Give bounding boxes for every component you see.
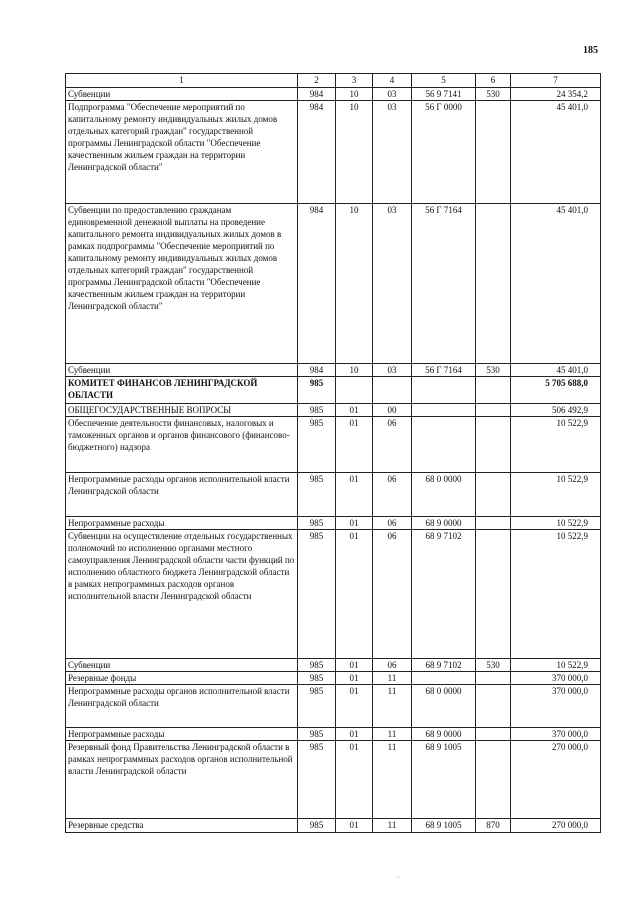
table-row [66,417,601,473]
cell-target-item: 68 9 0000 [412,728,476,741]
cell-section: 01 [336,672,373,685]
cell-amount: 270 000,0 [511,819,601,833]
table-row [66,672,601,685]
cell-subsection: 03 [373,204,412,364]
row-description: Субвенции [66,364,298,377]
cell-ministry-code: 984 [298,101,336,204]
table-header-row [66,74,601,88]
cell-target-item: 56 Г 7164 [412,364,476,377]
cell-subsection: 06 [373,473,412,517]
cell-amount: 45 401,0 [511,364,601,377]
cell-target-item [412,377,476,404]
cell-section: 10 [336,204,373,364]
column-header: 6 [476,74,511,88]
row-description: Непрограммные расходы органов исполнительной власти Ленинградской области [66,473,298,517]
cell-section: 01 [336,728,373,741]
row-description: Непрограммные расходы [66,517,298,530]
cell-subsection [373,377,412,404]
row-description: Резервные средства [66,819,298,833]
table-row [66,377,601,404]
cell-ministry-code: 985 [298,672,336,685]
cell-subsection: 11 [373,819,412,833]
scan-artifact-bottom: · [397,873,400,882]
row-description: Обеспечение деятельности финансовых, налоговых и таможенных органов и органов финансового (финансово-бюджетного) надзора [66,417,298,473]
cell-amount: 370 000,0 [511,728,601,741]
table-row [66,517,601,530]
cell-target-item: 68 9 7102 [412,659,476,672]
page-number: 185 [583,45,598,56]
cell-ministry-code: 985 [298,728,336,741]
table-row [66,659,601,672]
column-header: 5 [412,74,476,88]
cell-section: 01 [336,517,373,530]
cell-expense-type: 530 [476,659,511,672]
cell-expense-type [476,728,511,741]
cell-expense-type: 530 [476,364,511,377]
cell-target-item: 68 0 0000 [412,685,476,728]
cell-target-item: 56 Г 0000 [412,101,476,204]
column-header: 4 [373,74,412,88]
row-description: КОМИТЕТ ФИНАНСОВ ЛЕНИНГРАДСКОЙ ОБЛАСТИ [66,377,298,404]
cell-target-item: 68 9 1005 [412,819,476,833]
cell-ministry-code: 984 [298,88,336,101]
cell-amount: 370 000,0 [511,672,601,685]
cell-ministry-code: 985 [298,417,336,473]
cell-expense-type [476,530,511,659]
cell-amount: 45 401,0 [511,101,601,204]
cell-expense-type: 530 [476,88,511,101]
table-row [66,685,601,728]
row-description: Непрограммные расходы органов исполнительной власти Ленинградской области [66,685,298,728]
table-row [66,101,601,204]
cell-expense-type [476,473,511,517]
cell-section: 01 [336,741,373,819]
cell-expense-type [476,377,511,404]
cell-amount: 10 522,9 [511,530,601,659]
cell-ministry-code: 985 [298,685,336,728]
cell-expense-type [476,672,511,685]
cell-section: 01 [336,404,373,417]
cell-expense-type [476,517,511,530]
row-description: Субвенции по предоставлению гражданам единовременной денежной выплаты на проведение капитального ремонта индивидуальных жилых домов в рамках подпрограммы "Обеспечение мероприятий по капитальному ремонту индивидуальных жилых домов отдельных категорий граждан" государственной программы Ленинградской области "Обеспечение качественным жильем граждан на территории Ленинградской области" [66,204,298,364]
table-row [66,88,601,101]
cell-ministry-code: 985 [298,741,336,819]
cell-target-item: 68 9 1005 [412,741,476,819]
cell-ministry-code: 984 [298,204,336,364]
cell-amount: 10 522,9 [511,517,601,530]
cell-subsection: 06 [373,659,412,672]
cell-amount: 10 522,9 [511,659,601,672]
table-row [66,741,601,819]
row-description: Субвенции [66,88,298,101]
cell-section: 01 [336,530,373,659]
cell-amount: 45 401,0 [511,204,601,364]
cell-target-item: 68 9 7102 [412,530,476,659]
table-row [66,364,601,377]
cell-section: 01 [336,819,373,833]
cell-ministry-code: 985 [298,377,336,404]
row-description: Резервные фонды [66,672,298,685]
row-description: ОБЩЕГОСУДАРСТВЕННЫЕ ВОПРОСЫ [66,404,298,417]
cell-target-item: 56 9 7141 [412,88,476,101]
cell-target-item [412,672,476,685]
row-description: Субвенции на осуществление отдельных государственных полномочий по исполнению органами местного самоуправления Ленинградской области части функций по исполнению областного бюджета Ленинградской области в рамках непрограммных расходов органов исполнительной власти Ленинградской области [66,530,298,659]
cell-expense-type [476,741,511,819]
cell-expense-type [476,101,511,204]
scan-artifact-top: · · [260,12,268,21]
cell-amount: 270 000,0 [511,741,601,819]
cell-section: 01 [336,659,373,672]
column-header: 1 [66,74,298,88]
cell-expense-type [476,404,511,417]
cell-amount: 5 705 688,0 [511,377,601,404]
cell-section: 10 [336,364,373,377]
cell-ministry-code: 985 [298,530,336,659]
cell-subsection: 11 [373,728,412,741]
cell-section: 01 [336,417,373,473]
cell-expense-type [476,204,511,364]
cell-section: 01 [336,473,373,517]
cell-section: 10 [336,101,373,204]
cell-target-item [412,417,476,473]
cell-target-item: 68 0 0000 [412,473,476,517]
cell-subsection: 06 [373,417,412,473]
cell-subsection: 00 [373,404,412,417]
cell-subsection: 03 [373,88,412,101]
cell-amount: 506 492,9 [511,404,601,417]
cell-subsection: 11 [373,672,412,685]
cell-section: 10 [336,88,373,101]
cell-ministry-code: 985 [298,473,336,517]
cell-section: 01 [336,685,373,728]
cell-amount: 370 000,0 [511,685,601,728]
cell-ministry-code: 985 [298,659,336,672]
cell-section [336,377,373,404]
table-row [66,530,601,659]
column-header: 3 [336,74,373,88]
cell-amount: 10 522,9 [511,473,601,517]
cell-ministry-code: 984 [298,364,336,377]
budget-table [65,73,601,833]
table-row [66,204,601,364]
cell-expense-type [476,417,511,473]
column-header: 2 [298,74,336,88]
cell-subsection: 06 [373,530,412,659]
cell-ministry-code: 985 [298,404,336,417]
row-description: Непрограммные расходы [66,728,298,741]
table-row [66,404,601,417]
row-description: Подпрограмма "Обеспечение мероприятий по капитальному ремонту индивидуальных жилых домов отдельных категорий граждан" государственной программы Ленинградской области "Обеспечение качественным жильем граждан на территории Ленинградской области" [66,101,298,204]
row-description: Резервный фонд Правительства Ленинградской области в рамках непрограммных расходов органов исполнительной власти Ленинградской области [66,741,298,819]
cell-target-item: 68 9 0000 [412,517,476,530]
cell-expense-type: 870 [476,819,511,833]
table-row [66,728,601,741]
cell-target-item: 56 Г 7164 [412,204,476,364]
cell-subsection: 03 [373,364,412,377]
cell-subsection: 11 [373,685,412,728]
cell-ministry-code: 985 [298,517,336,530]
cell-subsection: 03 [373,101,412,204]
column-header: 7 [511,74,601,88]
cell-subsection: 11 [373,741,412,819]
cell-amount: 10 522,9 [511,417,601,473]
table-row [66,473,601,517]
cell-expense-type [476,685,511,728]
cell-amount: 24 354,2 [511,88,601,101]
row-description: Субвенции [66,659,298,672]
table-row [66,819,601,833]
cell-ministry-code: 985 [298,819,336,833]
cell-subsection: 06 [373,517,412,530]
cell-target-item [412,404,476,417]
